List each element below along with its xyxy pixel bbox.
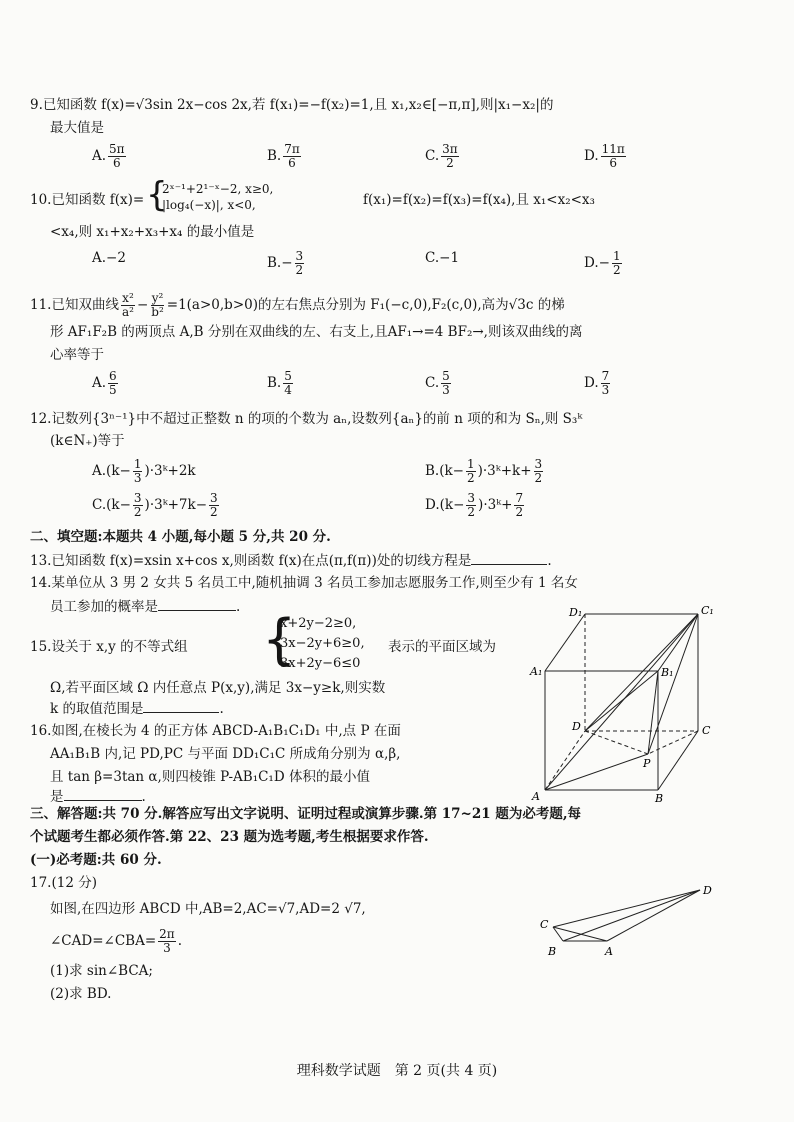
q10-prefix: 10.已知函数 f(x)= <box>30 192 145 208</box>
q15-brace: { <box>262 608 297 671</box>
q12-line1: 12.记数列{3ⁿ⁻¹}中不超过正整数 n 的项的个数为 aₙ,设数列{aₙ}的前 n 项的和为 Sₙ,则 S₃ᵏ <box>30 411 583 427</box>
edge-cd <box>553 890 700 927</box>
q10-option-a: A. −2 <box>92 250 126 266</box>
label-quad-d: D <box>703 884 712 897</box>
edge-db1 <box>585 671 658 731</box>
section3-line1: 三、解答题:共 70 分.解答应写出文字说明、证明过程或演算步骤.第 17~21 题为必考题,每 <box>30 806 582 822</box>
q9-option-c: C. $\frac{3\pi}{2}$ <box>425 142 458 170</box>
q11-option-c: C. $\frac{5}{3}$ <box>425 369 450 397</box>
q17-part2: (2)求 BD. <box>50 986 112 1002</box>
q14-line2: 员工参加的概率是 . <box>50 599 241 615</box>
q9-line2: 最大值是 <box>50 120 104 136</box>
edge-ad <box>545 731 585 790</box>
q15-line3: k 的取值范围是 . <box>50 701 224 717</box>
quad-edges <box>553 890 700 941</box>
q13-line: 13.已知函数 f(x)=xsin x+cos x,则函数 f(x)在点(π,f(π))处的切线方程是 . <box>30 553 552 569</box>
cube-edges <box>545 614 698 790</box>
q15-pre: 15.设关于 x,y 的不等式组 <box>30 639 188 655</box>
q15-line2: Ω,若平面区域 Ω 内任意点 P(x,y),满足 3x−y≥k,则实数 <box>50 680 386 696</box>
q10-cases: 2ˣ⁻¹+2¹⁻ˣ−2, x≥0, |log₄(−x)|, x<0, <box>162 182 274 213</box>
q10-option-b: B. − $\frac{3}{2}$ <box>267 249 304 277</box>
label-d: D <box>572 720 581 733</box>
quadrilateral-figure <box>535 882 725 962</box>
q12-option-d: D. (k− $\frac{3}{2}$ )·3ᵏ+ $\frac{7}{2}$ <box>425 491 524 519</box>
q11-line1: 11.已知双曲线 $\frac{\text{x²}}{\text{a²}}$ − $\frac{\text{y²}}{\text{b²}}$ =1(a>0,b>0)的左右焦点分别为 F₁(−c,0),F₂(c,0),高为√3c 的梯 <box>30 291 565 319</box>
q9-option-d: D. $\frac{11\pi}{6}$ <box>584 142 625 170</box>
label-a1: A₁ <box>530 665 543 678</box>
label-quad-b: B <box>548 945 557 958</box>
edge-dc1 <box>585 614 698 731</box>
q12-line2: (k∈N₊)等于 <box>50 433 125 449</box>
q16-line3: 且 tan β=3tan α,则四棱锥 P-AB₁C₁D 体积的最小值 <box>50 769 370 785</box>
label-quad-c: C <box>540 918 549 931</box>
q10-line2: <x₄,则 x₁+x₂+x₃+x₄ 的最小值是 <box>50 224 255 240</box>
q10-options <box>92 250 732 280</box>
label-d1: D₁ <box>569 606 583 619</box>
q14-answer-blank[interactable] <box>158 598 236 611</box>
q17-line2: ∠CAD=∠CBA= $\frac{2\pi}{3}$ . <box>50 927 182 955</box>
label-b1: B₁ <box>661 666 674 679</box>
section2-heading: 二、填空题:本题共 4 小题,每小题 5 分,共 20 分. <box>30 529 331 545</box>
q12-option-b: B. (k− $\frac{1}{2}$ )·3ᵏ+k+ $\frac{3}{2}$ <box>425 457 543 485</box>
q17-title: 17.(12 分) <box>30 875 97 891</box>
label-c: C <box>702 724 711 737</box>
q10-option-d: D. − $\frac{1}{2}$ <box>584 249 621 277</box>
label-c1: C₁ <box>701 604 714 617</box>
q17-line1: 如图,在四边形 ABCD 中,AB=2,AC=√7,AD=2 √7, <box>50 901 366 917</box>
page-footer: 理科数学试题 第 2 页(共 4 页) <box>296 1063 498 1079</box>
q9-option-a: A. $\frac{5\pi}{6}$ <box>92 142 125 170</box>
q12-option-c: C. (k− $\frac{3}{2}$ )·3ᵏ+7k− $\frac{3}{2}$ <box>92 491 218 519</box>
q9-line1: 9.已知函数 f(x)=√3sin 2x−cos 2x,若 f(x₁)=−f(x₂)=1,且 x₁,x₂∈[−π,π],则|x₁−x₂|的 <box>30 97 554 113</box>
q12-options-row1 <box>92 458 772 488</box>
q11-option-b: B. $\frac{5}{4}$ <box>267 369 292 397</box>
label-p: P <box>643 757 651 770</box>
q14-line1: 14.某单位从 3 男 2 女共 5 名员工中,随机抽调 3 名员工参加志愿服务工作,则至少有 1 名女 <box>30 575 578 591</box>
q15-post: 表示的平面区域为 <box>388 639 496 655</box>
q11-option-a: A. $\frac{6}{5}$ <box>92 369 117 397</box>
section3a-heading: (一)必考题:共 60 分. <box>30 852 162 868</box>
label-b: B <box>655 792 664 805</box>
q11-line3: 心率等于 <box>50 347 104 363</box>
q11-option-d: D. $\frac{7}{3}$ <box>584 369 610 397</box>
section3-line2: 个试题考生都必须作答.第 22、23 题为选考题,考生根据要求作答. <box>30 829 429 845</box>
edge-ad <box>607 890 700 941</box>
edge-a1d1 <box>545 614 585 671</box>
q11-line2: 形 AF₁F₂B 的两顶点 A,B 分别在双曲线的左、右支上,且AF₁→=4 BF₂→,则该双曲线的离 <box>50 324 583 340</box>
q10-suffix: f(x₁)=f(x₂)=f(x₃)=f(x₄),且 x₁<x₂<x₃ <box>363 192 595 208</box>
q15-inequalities: x+2y−2≥0, 3x−2y+6≥0, 3x+2y−6≤0 <box>280 616 365 672</box>
q16-line2: AA₁B₁B 内,记 PD,PC 与平面 DD₁C₁C 所成角分别为 α,β, <box>50 746 401 762</box>
q10-brace: { <box>146 175 168 215</box>
label-quad-a: A <box>605 945 613 958</box>
q16-line1: 16.如图,在棱长为 4 的正方体 ABCD-A₁B₁C₁D₁ 中,点 P 在面 <box>30 723 401 739</box>
label-a: A <box>532 790 540 803</box>
q11-options <box>92 370 732 400</box>
q16-answer-blank[interactable] <box>64 788 142 801</box>
edge-c1p <box>648 614 698 754</box>
q9-option-b: B. $\frac{7\pi}{6}$ <box>267 142 300 170</box>
q16-line4: 是 . <box>50 789 146 805</box>
edge-bd <box>563 890 700 941</box>
q15-answer-blank[interactable] <box>143 700 219 713</box>
q17-part1: (1)求 sin∠BCA; <box>50 963 153 979</box>
edge-b1p <box>648 671 658 754</box>
q10-option-c: C. −1 <box>425 250 460 266</box>
edge-dp <box>585 731 648 754</box>
edge-b1c1 <box>658 614 698 671</box>
cube-figure <box>530 604 720 804</box>
q13-answer-blank[interactable] <box>471 552 547 565</box>
q12-option-a: A. (k− $\frac{1}{3}$ )·3ᵏ+2k <box>92 457 196 485</box>
q12-options-row2 <box>92 492 772 522</box>
q9-options <box>92 143 732 173</box>
